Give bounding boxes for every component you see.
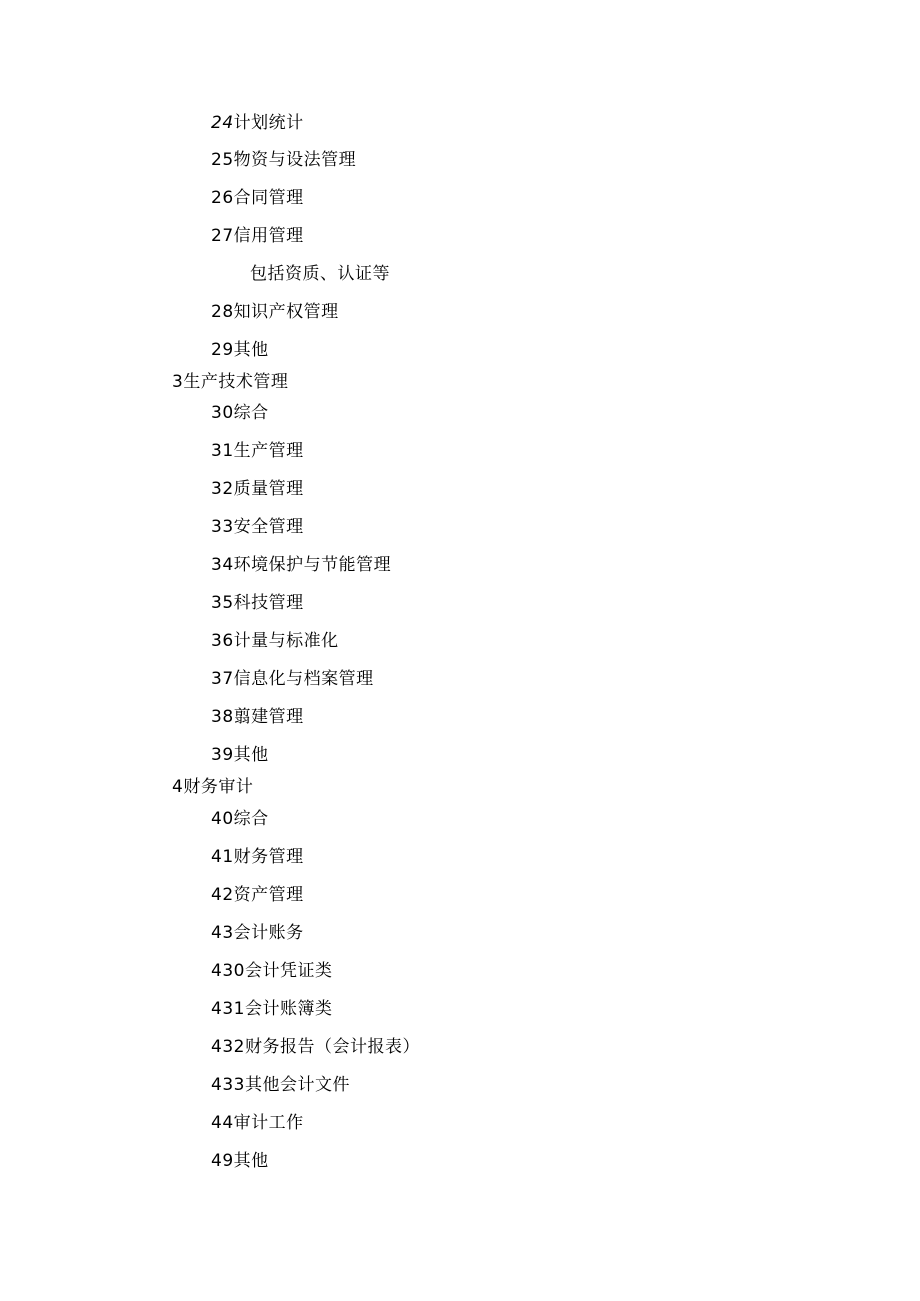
item-text: 其他 (233, 745, 269, 765)
list-item (211, 707, 304, 727)
item-text: 知识产权管理 (233, 302, 339, 322)
list-item (211, 1151, 269, 1171)
item-text: 其他会计文件 (244, 1075, 350, 1095)
item-code: 36 (211, 631, 234, 651)
item-code: 432 (211, 1037, 245, 1057)
item-text: 生产管理 (233, 441, 304, 461)
list-item (211, 555, 391, 575)
list-item (211, 340, 269, 360)
list-item (211, 631, 339, 651)
list-item (211, 226, 304, 246)
list-item (211, 999, 332, 1019)
item-code: 27 (211, 226, 234, 246)
item-text: 质量管理 (233, 479, 304, 499)
item-code: 40 (211, 809, 234, 829)
list-item (211, 479, 304, 499)
list-item (211, 961, 332, 981)
section-heading (172, 372, 288, 392)
list-item (211, 517, 304, 537)
list-item (211, 745, 269, 765)
item-code: 26 (211, 188, 234, 208)
item-code: 35 (211, 593, 234, 613)
item-text: 翦建管理 (233, 707, 304, 727)
list-item (211, 669, 374, 689)
list-item (211, 441, 304, 461)
item-code: 30 (211, 403, 234, 423)
item-code: 3 (172, 372, 184, 392)
item-code: 431 (211, 999, 245, 1019)
item-text: 物资与设法管理 (233, 150, 357, 170)
item-code: 33 (211, 517, 234, 537)
item-text: 计量与标准化 (233, 631, 339, 651)
list-item (211, 809, 269, 829)
item-code: 41 (211, 847, 234, 867)
list-item (211, 593, 304, 613)
item-text: 会计凭证类 (244, 961, 333, 981)
item-code: 37 (211, 669, 234, 689)
item-code: 42 (211, 885, 234, 905)
list-item (211, 923, 304, 943)
item-code: 4 (172, 777, 184, 797)
item-code: 43 (211, 923, 234, 943)
item-code: 49 (211, 1151, 234, 1171)
item-text: 综合 (233, 809, 269, 829)
item-code: 24 (211, 113, 234, 133)
list-item (211, 847, 304, 867)
item-code: 430 (211, 961, 245, 981)
item-text: 财务审计 (183, 777, 254, 797)
item-text: 财务报告（会计报表） (244, 1037, 420, 1057)
item-text: 环境保护与节能管理 (233, 555, 392, 575)
item-text: 信用管理 (233, 226, 304, 246)
item-code: 25 (211, 150, 234, 170)
item-text: 科技管理 (233, 593, 304, 613)
item-text: 包括资质、认证等 (250, 264, 390, 284)
list-item-note (250, 264, 390, 284)
list-item (211, 403, 269, 423)
item-text: 其他 (233, 340, 269, 360)
item-code: 31 (211, 441, 234, 461)
item-code: 38 (211, 707, 234, 727)
list-item (211, 188, 304, 208)
section-heading (172, 777, 253, 797)
list-item (211, 113, 304, 133)
item-text: 财务管理 (233, 847, 304, 867)
item-text: 信息化与档案管理 (233, 669, 374, 689)
item-text: 会计账务 (233, 923, 304, 943)
list-item (211, 302, 339, 322)
item-text: 合同管理 (233, 188, 304, 208)
list-item (211, 885, 304, 905)
item-text: 其他 (233, 1151, 269, 1171)
item-text: 资产管理 (233, 885, 304, 905)
item-text: 生产技术管理 (183, 372, 289, 392)
item-text: 会计账簿类 (244, 999, 333, 1019)
item-text: 审计工作 (233, 1113, 304, 1133)
list-item (211, 1113, 304, 1133)
item-text: 安全管理 (233, 517, 304, 537)
item-code: 29 (211, 340, 234, 360)
list-item (211, 1075, 350, 1095)
item-code: 433 (211, 1075, 245, 1095)
item-code: 32 (211, 479, 234, 499)
item-code: 44 (211, 1113, 234, 1133)
list-item (211, 150, 356, 170)
item-code: 39 (211, 745, 234, 765)
list-item (211, 1037, 420, 1057)
item-text: 综合 (233, 403, 269, 423)
item-code: 34 (211, 555, 234, 575)
item-text: 计划统计 (233, 113, 304, 133)
item-code: 28 (211, 302, 234, 322)
